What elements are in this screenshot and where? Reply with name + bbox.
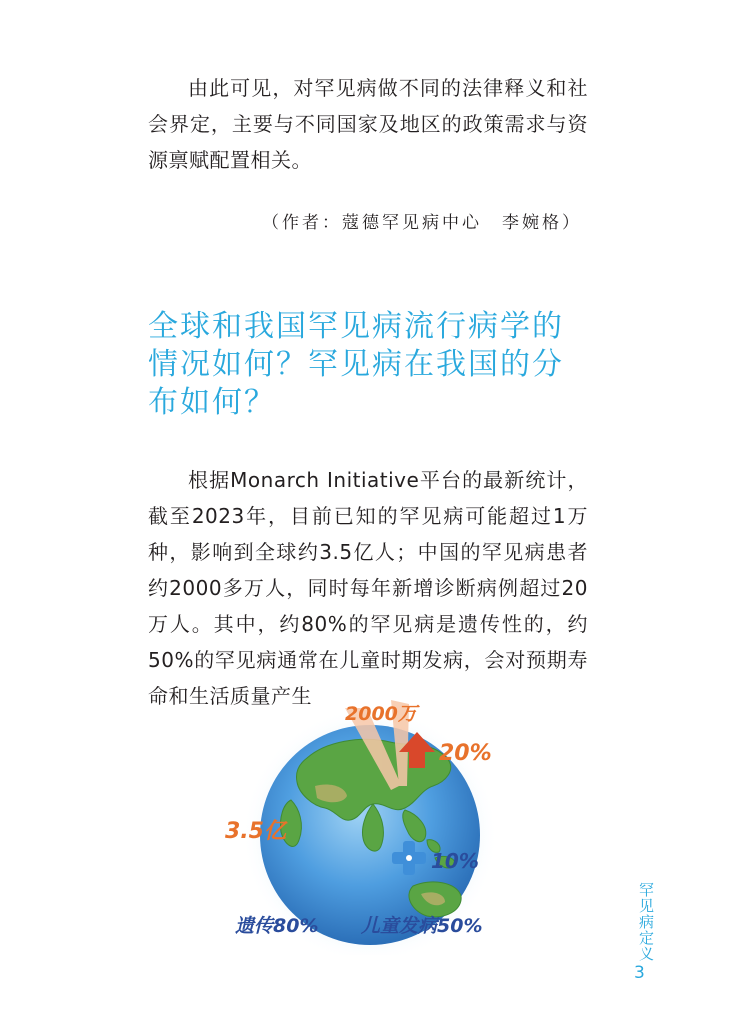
label-20-percent: 20% xyxy=(439,741,492,766)
label-10-percent: 10% xyxy=(431,849,479,873)
page-number: 3 xyxy=(634,963,645,983)
author-credit: （作者：蔻德罕见病中心 李婉格） xyxy=(262,213,582,233)
paragraph-statistics: 根据Monarch Initiative平台的最新统计，截至2023年，目前已知的罕见病可能超过1万种，影响到全球约3.5亿人；中国的罕见病患者约2000多万人，同时每年新增诊断病例超过20万人。其中，约80%的罕见病是遗传性的，约50%的罕见病通常在儿童时期发病，会对预期寿命和生活质量产生 xyxy=(148,468,588,708)
label-2000wan: 2000万 xyxy=(345,703,417,725)
label-childhood-50: 儿童发病50% xyxy=(361,915,483,937)
paragraph-intro: 由此可见，对罕见病做不同的法律释义和社会界定，主要与不同国家及地区的政策需求与资源禀赋配置相关。 xyxy=(148,76,588,172)
label-3-5-yi: 3.5亿 xyxy=(225,819,286,844)
section-heading: 全球和我国罕见病流行病学的情况如何？罕见病在我国的分布如何？ xyxy=(148,309,564,420)
chapter-side-label: 罕见病定义 xyxy=(637,882,655,962)
globe-svg xyxy=(195,690,535,955)
label-genetic-80: 遗传80% xyxy=(235,915,319,937)
globe-illustration xyxy=(195,690,535,955)
